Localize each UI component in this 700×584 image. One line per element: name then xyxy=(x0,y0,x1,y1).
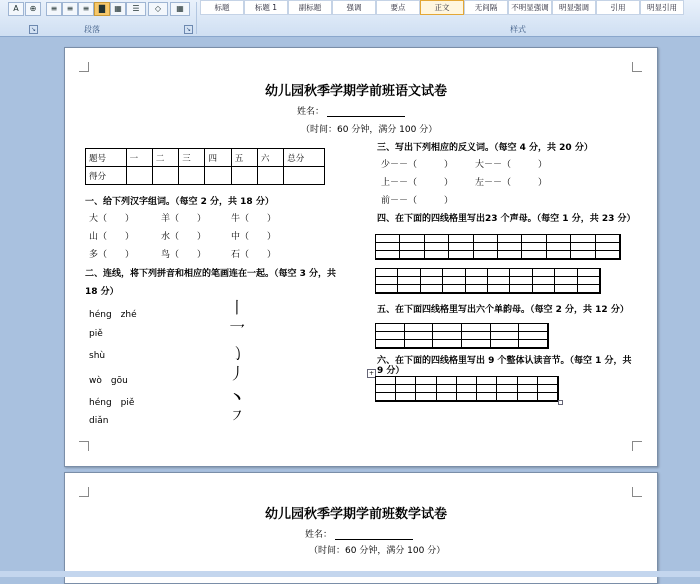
grid-cell[interactable] xyxy=(596,243,620,251)
grid-cell[interactable] xyxy=(497,393,517,401)
section6-heading-cont: 9 分） xyxy=(377,366,405,376)
grid-cell[interactable] xyxy=(421,277,443,285)
crop-mark xyxy=(79,62,89,72)
grid-cell[interactable] xyxy=(533,277,555,285)
table-cell: 四 xyxy=(205,149,231,167)
font-dialog-launcher-icon[interactable]: ↘ xyxy=(30,26,37,33)
name-label: 姓名： xyxy=(297,107,325,117)
grid-cell[interactable] xyxy=(522,251,546,259)
grid-cell[interactable] xyxy=(488,285,510,293)
grid-cell[interactable] xyxy=(555,269,577,277)
grid-cell[interactable] xyxy=(405,340,434,348)
grid-cell[interactable] xyxy=(376,385,396,393)
grid-cell[interactable] xyxy=(462,324,491,332)
table-cell: 六 xyxy=(257,149,283,167)
antonym-item: 前－－（ ） xyxy=(381,196,454,206)
word-item: 鸟（ ） xyxy=(161,250,207,260)
antonym-item: 左－－（ ） xyxy=(475,178,548,188)
table-cell: 五 xyxy=(231,149,257,167)
grid-cell[interactable] xyxy=(376,393,396,401)
stroke-item: ㇁ xyxy=(229,344,246,363)
style-intense-quote[interactable]: 明显引用 xyxy=(640,0,684,15)
grid-cell[interactable] xyxy=(477,385,497,393)
table-cell[interactable] xyxy=(152,167,178,185)
pinyin-item: héng piě xyxy=(89,398,135,408)
stroke-item: 乛 xyxy=(229,322,246,341)
table-cell[interactable] xyxy=(231,167,257,185)
distribute-button[interactable]: ▦ xyxy=(110,2,126,16)
paragraph-dialog-launcher-icon[interactable]: ↘ xyxy=(185,26,192,33)
paragraph-group xyxy=(4,0,194,36)
table-cell[interactable] xyxy=(257,167,283,185)
grid-cell[interactable] xyxy=(488,269,510,277)
paragraph-group-label: 段落 xyxy=(84,25,100,34)
grid-cell[interactable] xyxy=(477,393,497,401)
grid-cell[interactable] xyxy=(400,235,424,243)
section3-heading: 三、写出下列相应的反义词。（每空 4 分，共 20 分） xyxy=(377,143,593,153)
status-bar xyxy=(0,571,700,577)
grid-cell[interactable] xyxy=(571,243,595,251)
table-cell[interactable] xyxy=(284,167,325,185)
grid-cell[interactable] xyxy=(538,393,558,401)
grid-cell[interactable] xyxy=(497,385,517,393)
word-item: 多（ ） xyxy=(89,250,135,260)
table-row xyxy=(86,149,325,167)
grid-cell[interactable] xyxy=(443,269,465,277)
section2-heading: 二、连线，将下列拼音和相应的笔画连在一起。（每空 3 分，共 xyxy=(85,269,337,279)
styles-group xyxy=(200,0,700,36)
grid-cell[interactable] xyxy=(491,332,520,340)
four-line-grid[interactable] xyxy=(375,268,601,294)
justify-button[interactable]: ▇ xyxy=(94,2,110,16)
grid-cell[interactable] xyxy=(376,235,400,243)
grid-cell[interactable] xyxy=(416,377,436,385)
word-item: 牛（ ） xyxy=(231,214,277,224)
name-underline xyxy=(335,529,413,540)
grid-cell[interactable] xyxy=(400,251,424,259)
name-line xyxy=(297,104,405,117)
word-item: 羊（ ） xyxy=(161,214,207,224)
pinyin-item: piě xyxy=(89,329,103,339)
grid-cell[interactable] xyxy=(533,269,555,277)
align-right-button[interactable]: ≡ xyxy=(78,2,94,16)
shading-button[interactable]: ◇ xyxy=(148,2,168,16)
line-spacing-button[interactable]: ☰ xyxy=(126,2,146,16)
font-color-button[interactable]: A xyxy=(8,2,24,16)
antonym-item: 少－－（ ） xyxy=(381,160,454,170)
grid-cell[interactable] xyxy=(596,251,620,259)
grid-cell[interactable] xyxy=(433,332,462,340)
grid-cell[interactable] xyxy=(396,377,416,385)
grid-cell[interactable] xyxy=(425,243,449,251)
style-no-spacing[interactable]: 无间隔 xyxy=(464,0,508,15)
section4-heading: 四、在下面的四线格里写出23 个声母。（每空 1 分，共 23 分） xyxy=(377,214,636,224)
page-title: 幼儿园秋季学期学前班语文试卷 xyxy=(265,84,448,99)
grid-cell[interactable] xyxy=(491,324,520,332)
grid-cell[interactable] xyxy=(416,393,436,401)
grid-cell[interactable] xyxy=(376,269,398,277)
grid-cell[interactable] xyxy=(457,377,477,385)
grid-cell[interactable] xyxy=(398,285,420,293)
grid-cell[interactable] xyxy=(376,332,405,340)
grid-cell[interactable] xyxy=(522,235,546,243)
grid-cell[interactable] xyxy=(376,377,396,385)
grid-cell[interactable] xyxy=(555,277,577,285)
grid-cell[interactable] xyxy=(433,340,462,348)
grid-cell[interactable] xyxy=(519,332,548,340)
grid-cell[interactable] xyxy=(376,243,400,251)
table-resize-handle-icon[interactable] xyxy=(558,400,563,405)
crop-mark xyxy=(79,487,89,497)
table-cell[interactable] xyxy=(179,167,205,185)
grid-cell[interactable] xyxy=(555,285,577,293)
table-cell: 一 xyxy=(126,149,152,167)
word-item: 山（ ） xyxy=(89,232,135,242)
grid-cell[interactable] xyxy=(519,324,548,332)
grid-cell[interactable] xyxy=(398,277,420,285)
time-info: （时间：60 分钟，满分 100 分） xyxy=(301,125,438,135)
grid-cell[interactable] xyxy=(457,393,477,401)
ribbon xyxy=(0,0,700,37)
grid-cell[interactable] xyxy=(433,324,462,332)
stroke-item: ㇇ xyxy=(229,406,246,425)
grid-cell[interactable] xyxy=(538,385,558,393)
grid-cell[interactable] xyxy=(405,324,434,332)
grid-cell[interactable] xyxy=(425,235,449,243)
style-normal[interactable]: 正文 xyxy=(420,0,464,15)
grid-cell[interactable] xyxy=(421,269,443,277)
document-page-2[interactable] xyxy=(64,472,658,584)
crop-mark xyxy=(632,62,642,72)
section1-heading: 一、给下列汉字组词。（每空 2 分，共 18 分） xyxy=(85,197,274,207)
grid-cell[interactable] xyxy=(547,251,571,259)
grid-cell[interactable] xyxy=(474,251,498,259)
grid-cell[interactable] xyxy=(578,285,600,293)
grid-cell[interactable] xyxy=(474,243,498,251)
grid-cell[interactable] xyxy=(547,243,571,251)
grid-cell[interactable] xyxy=(462,332,491,340)
grid-cell[interactable] xyxy=(398,269,420,277)
four-line-grid[interactable] xyxy=(375,323,549,349)
grid-cell[interactable] xyxy=(510,269,532,277)
grid-cell[interactable] xyxy=(498,235,522,243)
grid-cell[interactable] xyxy=(449,251,473,259)
grid-cell[interactable] xyxy=(596,235,620,243)
table-cell[interactable] xyxy=(126,167,152,185)
table-row xyxy=(86,167,325,185)
grid-cell[interactable] xyxy=(376,324,405,332)
style-strong[interactable]: 要点 xyxy=(376,0,420,15)
section5-heading: 五、在下面四线格里写出六个单韵母。（每空 2 分，共 12 分） xyxy=(377,305,629,315)
grid-cell[interactable] xyxy=(437,393,457,401)
grid-cell[interactable] xyxy=(474,235,498,243)
style-subtitle[interactable]: 副标题 xyxy=(288,0,332,15)
grid-cell[interactable] xyxy=(518,385,538,393)
grid-cell[interactable] xyxy=(477,377,497,385)
four-line-grid[interactable] xyxy=(375,376,559,402)
grid-cell[interactable] xyxy=(425,251,449,259)
pinyin-item: wò gōu xyxy=(89,376,128,386)
grid-cell[interactable] xyxy=(571,235,595,243)
borders-button[interactable]: ▦ xyxy=(170,2,190,16)
table-cell: 三 xyxy=(179,149,205,167)
grid-cell[interactable] xyxy=(449,243,473,251)
style-title[interactable]: 标题 xyxy=(200,0,244,15)
four-line-grid[interactable] xyxy=(375,234,621,260)
word-item: 石（ ） xyxy=(231,250,277,260)
grid-cell[interactable] xyxy=(498,243,522,251)
grid-cell[interactable] xyxy=(518,377,538,385)
stroke-item: 丶 xyxy=(229,388,246,407)
table-cell[interactable] xyxy=(205,167,231,185)
grid-cell[interactable] xyxy=(449,235,473,243)
grid-cell[interactable] xyxy=(533,285,555,293)
style-quote[interactable]: 引用 xyxy=(596,0,640,15)
style-emphasis[interactable]: 强调 xyxy=(332,0,376,15)
grid-cell[interactable] xyxy=(376,277,398,285)
word-item: 中（ ） xyxy=(231,232,277,242)
word-item: 大（ ） xyxy=(89,214,135,224)
name-line xyxy=(305,527,413,540)
grid-cell[interactable] xyxy=(396,393,416,401)
grid-cell[interactable] xyxy=(497,377,517,385)
antonym-item: 上－－（ ） xyxy=(381,178,454,188)
grid-cell[interactable] xyxy=(466,285,488,293)
ribbon-divider xyxy=(196,2,197,34)
grid-cell[interactable] xyxy=(491,340,520,348)
stroke-item: 丿 xyxy=(229,364,246,383)
grid-cell[interactable] xyxy=(396,385,416,393)
style-subtle-emphasis[interactable]: 不明显强调 xyxy=(508,0,552,15)
table-cell: 二 xyxy=(152,149,178,167)
grid-cell[interactable] xyxy=(498,251,522,259)
pinyin-item: shù xyxy=(89,351,106,361)
page-title: 幼儿园秋季学期学前班数学试卷 xyxy=(265,507,448,522)
grid-cell[interactable] xyxy=(578,277,600,285)
grid-cell[interactable] xyxy=(488,277,510,285)
grid-cell[interactable] xyxy=(400,243,424,251)
antonym-item: 大－－（ ） xyxy=(475,160,548,170)
grid-cell[interactable] xyxy=(376,285,398,293)
grid-cell[interactable] xyxy=(522,243,546,251)
grid-cell[interactable] xyxy=(462,340,491,348)
grid-cell[interactable] xyxy=(405,332,434,340)
style-intense-emphasis[interactable]: 明显强调 xyxy=(552,0,596,15)
table-cell: 题号 xyxy=(86,149,127,167)
styles-group-label: 样式 xyxy=(510,25,526,34)
section6-heading: 六、在下面的四线格里写出 9 个整体认读音节。（每空 1 分，共 xyxy=(377,356,632,366)
name-underline xyxy=(327,106,405,117)
grid-cell[interactable] xyxy=(466,277,488,285)
grid-cell[interactable] xyxy=(510,277,532,285)
grid-cell[interactable] xyxy=(510,285,532,293)
grid-cell[interactable] xyxy=(466,269,488,277)
align-center-button[interactable]: ≡ xyxy=(62,2,78,16)
crop-mark xyxy=(632,487,642,497)
grid-cell[interactable] xyxy=(437,377,457,385)
crop-mark xyxy=(79,441,89,451)
grid-cell[interactable] xyxy=(376,340,405,348)
stroke-item: 丨 xyxy=(229,298,246,317)
grid-cell[interactable] xyxy=(457,385,477,393)
pinyin-item: diǎn xyxy=(89,416,109,426)
word-item: 水（ ） xyxy=(161,232,207,242)
grid-cell[interactable] xyxy=(421,285,443,293)
table-move-handle-icon[interactable]: + xyxy=(368,370,375,377)
grid-cell[interactable] xyxy=(443,285,465,293)
grid-cell[interactable] xyxy=(578,269,600,277)
grid-cell[interactable] xyxy=(443,277,465,285)
grid-cell[interactable] xyxy=(437,385,457,393)
name-label: 姓名： xyxy=(305,530,333,540)
grid-cell[interactable] xyxy=(519,340,548,348)
grid-cell[interactable] xyxy=(518,393,538,401)
grid-cell[interactable] xyxy=(376,251,400,259)
grid-cell[interactable] xyxy=(571,251,595,259)
table-cell: 总分 xyxy=(284,149,325,167)
document-page-1[interactable] xyxy=(64,47,658,467)
style-heading1[interactable]: 标题 1 xyxy=(244,0,288,15)
crop-mark xyxy=(632,441,642,451)
score-table xyxy=(85,148,325,185)
section2-heading-cont: 18 分） xyxy=(85,287,119,297)
grid-cell[interactable] xyxy=(416,385,436,393)
table-cell: 得分 xyxy=(86,167,127,185)
time-info: （时间：60 分钟，满分 100 分） xyxy=(309,546,446,556)
grid-cell[interactable] xyxy=(547,235,571,243)
align-left-button[interactable]: ≡ xyxy=(46,2,62,16)
grid-cell[interactable] xyxy=(538,377,558,385)
pinyin-item: héng zhé xyxy=(89,310,137,320)
enclose-char-button[interactable]: ⊕ xyxy=(25,2,41,16)
